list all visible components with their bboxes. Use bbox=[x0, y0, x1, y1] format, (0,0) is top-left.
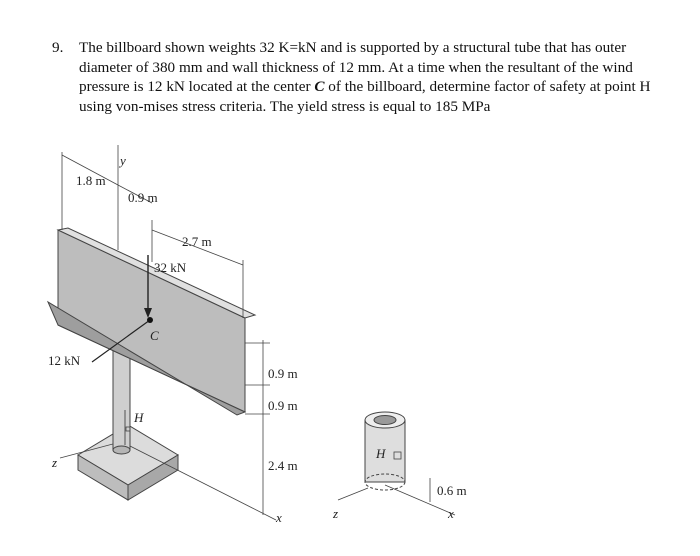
label-axis-x: x bbox=[276, 510, 282, 525]
label-12kn: 12 kN bbox=[48, 353, 81, 368]
point-c-marker bbox=[147, 317, 153, 323]
label-0-9m-a: 0.9 m bbox=[268, 366, 298, 381]
tube-detail bbox=[338, 412, 455, 515]
problem-text-part-1: The billboard shown weights 32 K=kN and is supported by a structural tube that has outer diameter of 380 mm and wall thickness of 12 mm. At a time when the resultant of the wind pressure is 12 kN located at the center bbox=[79, 39, 633, 95]
label-detail-h: H bbox=[376, 446, 386, 461]
label-32kn: 32 kN bbox=[154, 260, 187, 275]
label-2-7m: 2.7 m bbox=[182, 234, 212, 249]
label-detail-z: z bbox=[333, 506, 339, 521]
label-axis-z: z bbox=[52, 455, 58, 470]
label-point-c: C bbox=[150, 328, 159, 343]
label-2-4m: 2.4 m bbox=[268, 458, 298, 473]
right-dimensions bbox=[245, 340, 270, 515]
label-1-8m: 1.8 m bbox=[76, 173, 106, 188]
label-0-9m-b: 0.9 m bbox=[268, 398, 298, 413]
label-0-6m: 0.6 m bbox=[437, 483, 467, 498]
label-point-h: H bbox=[134, 410, 144, 425]
problem-number: 9. bbox=[52, 39, 64, 56]
label-0-9m-top: 0.9 m bbox=[128, 190, 158, 205]
problem-point-c: C bbox=[314, 78, 325, 95]
problem-text-part-2: of the billboard, determine factor of safety at point H using von-mises stress criteria. The yield stress is equal to 185 MPa bbox=[79, 78, 651, 115]
label-axis-y: y bbox=[120, 153, 126, 168]
support-post bbox=[113, 350, 130, 454]
label-detail-x: x bbox=[448, 506, 454, 521]
